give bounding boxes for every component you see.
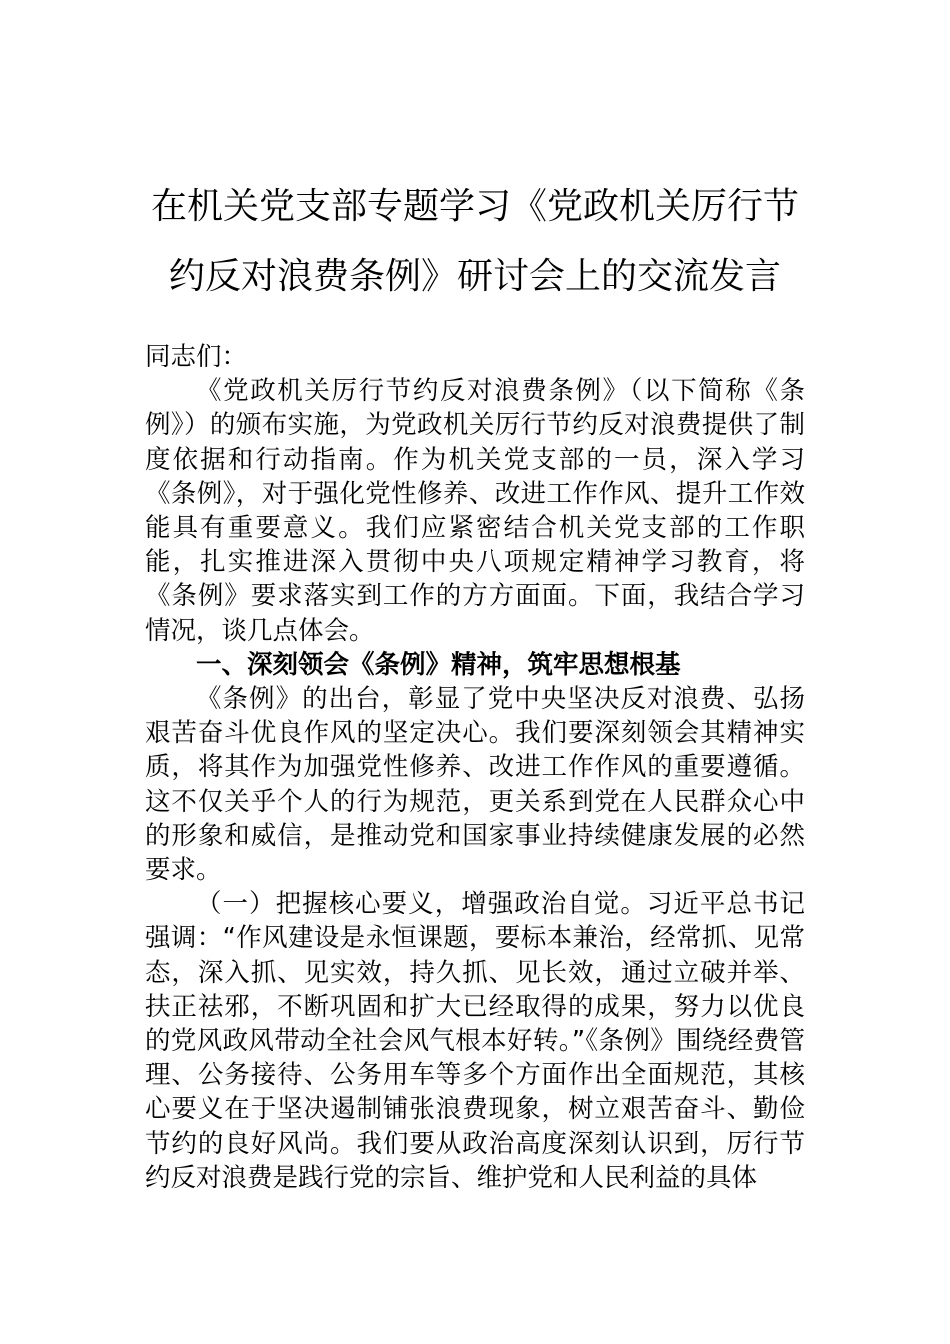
- section-1-paragraph: 《条例》的出台，彰显了党中央坚决反对浪费、弘扬艰苦奋斗优良作风的坚定决心。我们要深刻领会其精神实质，将其作为加强党性修养、改进工作作风的重要遵循。这不仅关乎个人的行为规范，更关系到党在人民群众心中的形象和威信，是推动党和国家事业持续健康发展的必然要求。: [145, 684, 805, 886]
- title-line-1: 在机关党支部专题学习《党政机关厉行节: [150, 186, 799, 227]
- document-title: [140, 172, 810, 312]
- section-heading-1: 一、深刻领会《条例》精神，筑牢思想根基: [196, 649, 681, 680]
- title-line-2: 约反对浪费条例》研讨会上的交流发言: [168, 256, 781, 297]
- salutation: 同志们：: [145, 342, 248, 372]
- subsection-1-paragraph: （一）把握核心要义，增强政治自觉。习近平总书记强调：“作风建设是永恒课题，要标本兼治，经常抓、见常态，深入抓、见实效，持久抓、见长效，通过立破并举、扶正祛邪，不断巩固和扩大已经取得的成果，努力以优良的党风政风带动全社会风气根本好转。”《条例》围绕经费管理、公务接待、公务用车等多个方面作出全面规范，其核心要义在于坚决遏制铺张浪费现象，树立艰苦奋斗、勤俭节约的良好风尚。我们要从政治高度深刻认识到，厉行节约反对浪费是践行党的宗旨、维护党和人民利益的具体: [145, 889, 805, 1193]
- document-body: [145, 340, 805, 1195]
- intro-paragraph: 《党政机关厉行节约反对浪费条例》（以下简称《条例》）的颁布实施，为党政机关厉行节约反对浪费提供了制度依据和行动指南。作为机关党支部的一员，深入学习《条例》，对于强化党性修养、改进工作作风、提升工作效能具有重要意义。我们应紧密结合机关党支部的工作职能，扎实推进深入贯彻中央八项规定精神学习教育，将《条例》要求落实到工作的方方面面。下面，我结合学习情况，谈几点体会。: [145, 376, 805, 646]
